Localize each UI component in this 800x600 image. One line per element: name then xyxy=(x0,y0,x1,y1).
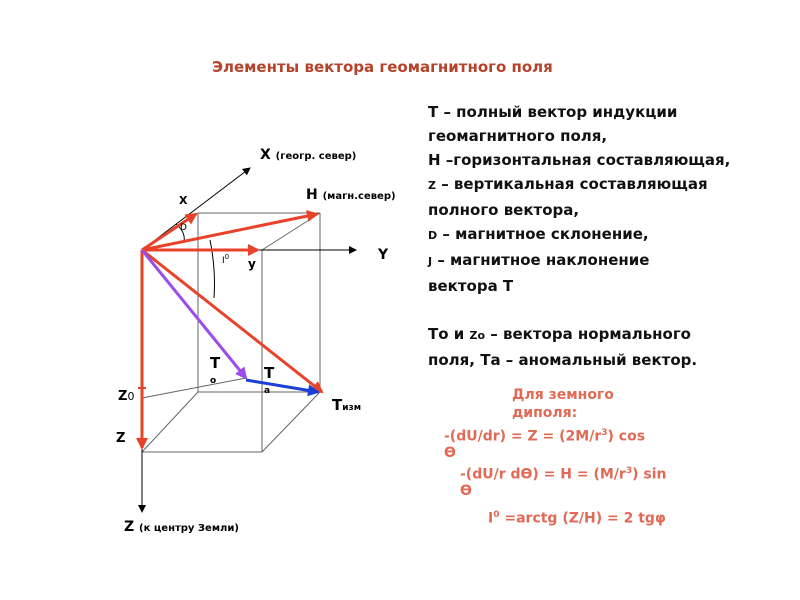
page-title: Элементы вектора геомагнитного поля xyxy=(212,58,553,76)
formula-z: $-(dU/dr) = Z = (2M/r^3)$ cos ϴ xyxy=(444,428,646,461)
normal-field-line: поля, Та – аномальный вектор. xyxy=(428,351,698,369)
definitions-block xyxy=(428,100,788,298)
definition-line: D – магнитное склонение, xyxy=(428,225,649,243)
box-edge-bottom-left xyxy=(142,392,198,452)
x-small-label: X xyxy=(179,194,188,207)
t-normal-label: T о xyxy=(210,354,221,386)
normal-field-line: То и Zo – вектора нормального xyxy=(428,325,691,343)
definition-line: вектора Т xyxy=(428,277,514,295)
i-angle-label: $I^0$ xyxy=(222,253,230,266)
t-anomal-label: T а xyxy=(264,364,275,396)
definition-line: Н –горизонтальная составляющая, xyxy=(428,151,731,169)
box-guide-z0 xyxy=(142,378,246,398)
z-label: Z xyxy=(116,431,126,446)
y-axis-label: Y xyxy=(378,247,389,263)
z0-label: Z0 xyxy=(118,389,135,404)
t-normal-vector xyxy=(142,250,246,378)
formula-h: -(dU/r $dϴ) = H = (M/r^3)$ sin ϴ xyxy=(460,466,667,499)
t-measured-label: Тизм xyxy=(332,396,362,414)
definition-line: Т – полный вектор индукции xyxy=(428,103,678,121)
d-angle-label: D xyxy=(180,223,187,233)
t-measured-vector xyxy=(142,250,322,392)
definition-line: J – магнитное наклонение xyxy=(428,251,650,269)
formula-i0: $I^0$ =arctg (Z/H) = 2 tgφ xyxy=(488,510,666,527)
y-small-label: y xyxy=(248,257,256,271)
definition-line: геомагнитного поля, xyxy=(428,127,608,145)
x-axis-label: X (геогр. север) xyxy=(260,147,357,163)
definition-line: Z – вертикальная составляющая xyxy=(428,175,708,193)
normal-field-note xyxy=(428,322,697,372)
z-axis-label: Z (к центру Земли) xyxy=(124,519,239,535)
box-edge-bottom-right xyxy=(262,392,320,452)
definition-line: полного вектора, xyxy=(428,201,580,219)
h-axis-label: H (магн.север) xyxy=(306,187,396,203)
dipole-title: Для земного диполя: xyxy=(512,387,614,421)
